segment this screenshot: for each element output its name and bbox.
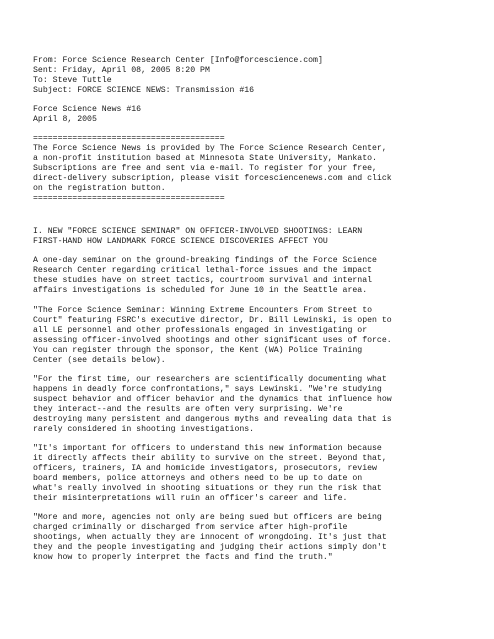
paragraph-line: "More and more, agencies not only are being sued but officers are being [33, 513, 382, 522]
intro-line: The Force Science News is provided by The Force Science Research Center, [33, 144, 387, 153]
newsletter-issue-date: April 8, 2005 [33, 115, 97, 124]
paragraph-line: officers, trainers, IA and homicide investigators, prosecutors, review [33, 464, 377, 473]
paragraph-line: happens in deadly force confrontations," says Lewinski. "We're studying [33, 385, 382, 394]
paragraph-line: shootings, when actually they are innocent of wrongdoing. It's just that [33, 533, 387, 542]
email-subject: Subject: FORCE SCIENCE NEWS: Transmission #16 [33, 86, 255, 95]
paragraph-line: it directly affects their ability to survive on the street. Beyond that, [33, 454, 387, 463]
intro-line: Subscriptions are free and sent via e-mail. To register for your free, [33, 164, 377, 173]
paragraph-line: destroying many persistent and dangerous myths and revealing data that is [33, 415, 392, 424]
paragraph-line: "It's important for officers to understand this new information because [33, 444, 382, 453]
email-sent: Sent: Friday, April 08, 2005 8:20 PM [33, 66, 210, 75]
paragraph-line: they and the people investigating and judging their actions simply don't [33, 543, 387, 552]
paragraph-line: A one-day seminar on the ground-breaking findings of the Force Science [33, 256, 377, 265]
intro-line: direct-delivery subscription, please visit forcesciencenews.com and click [33, 174, 392, 183]
paragraph-line: what's really involved in shooting situations or they run the risk that [33, 484, 382, 493]
paragraph-line: You can register through the sponsor, the Kent (WA) Police Training [33, 346, 363, 355]
paragraph-line: Court" featuring FSRC's executive director, Dr. Bill Lewinski, is open to [33, 316, 392, 325]
intro-line: a non-profit institution based at Minnesota State University, Mankato. [33, 154, 377, 163]
intro-line: on the registration button. [33, 184, 166, 193]
paragraph-line: affairs investigations is scheduled for June 10 in the Seattle area. [33, 286, 368, 295]
article-headline: I. NEW "FORCE SCIENCE SEMINAR" ON OFFICER-INVOLVED SHOOTINGS: LEARN [33, 227, 363, 236]
email-from: From: Force Science Research Center [Info@forcescience.com] [33, 56, 323, 65]
paragraph-line: "The Force Science Seminar: Winning Extreme Encounters From Street to [33, 306, 373, 315]
paragraph-line: rarely considered in shooting investigations. [33, 425, 255, 434]
paragraph-line: all LE personnel and other professionals engaged in investigating or [33, 326, 368, 335]
paragraph-line: they interact--and the results are often very surprising. We're [33, 405, 343, 414]
paragraph-line: "For the first time, our researchers are scientifically documenting what [33, 375, 387, 384]
paragraph-line: their misinterpretations will ruin an officer's career and life. [33, 494, 348, 503]
paragraph-line: charged criminally or discharged from service after high-profile [33, 523, 348, 532]
newsletter-issue-name: Force Science News #16 [33, 105, 142, 114]
divider-bottom: ======================================= [33, 194, 225, 203]
paragraph-line: Research Center regarding critical lethal-force issues and the impact [33, 266, 373, 275]
email-to: To: Steve Tuttle [33, 76, 112, 85]
paragraph-line: suspect behavior and officer behavior and the dynamics that influence how [33, 395, 392, 404]
paragraph-line: Center (see details below). [33, 356, 166, 365]
paragraph-line: board members, police attorneys and others need to be up to date on [33, 474, 363, 483]
divider-top: ======================================= [33, 134, 225, 143]
paragraph-line: assessing officer-involved shootings and other significant uses of force. [33, 336, 392, 345]
paragraph-line: these studies have on street tactics, courtroom survival and internal [33, 276, 373, 285]
article-headline: FIRST-HAND HOW LANDMARK FORCE SCIENCE DISCOVERIES AFFECT YOU [33, 237, 328, 246]
paragraph-line: know how to properly interpret the facts and find the truth." [33, 553, 333, 562]
